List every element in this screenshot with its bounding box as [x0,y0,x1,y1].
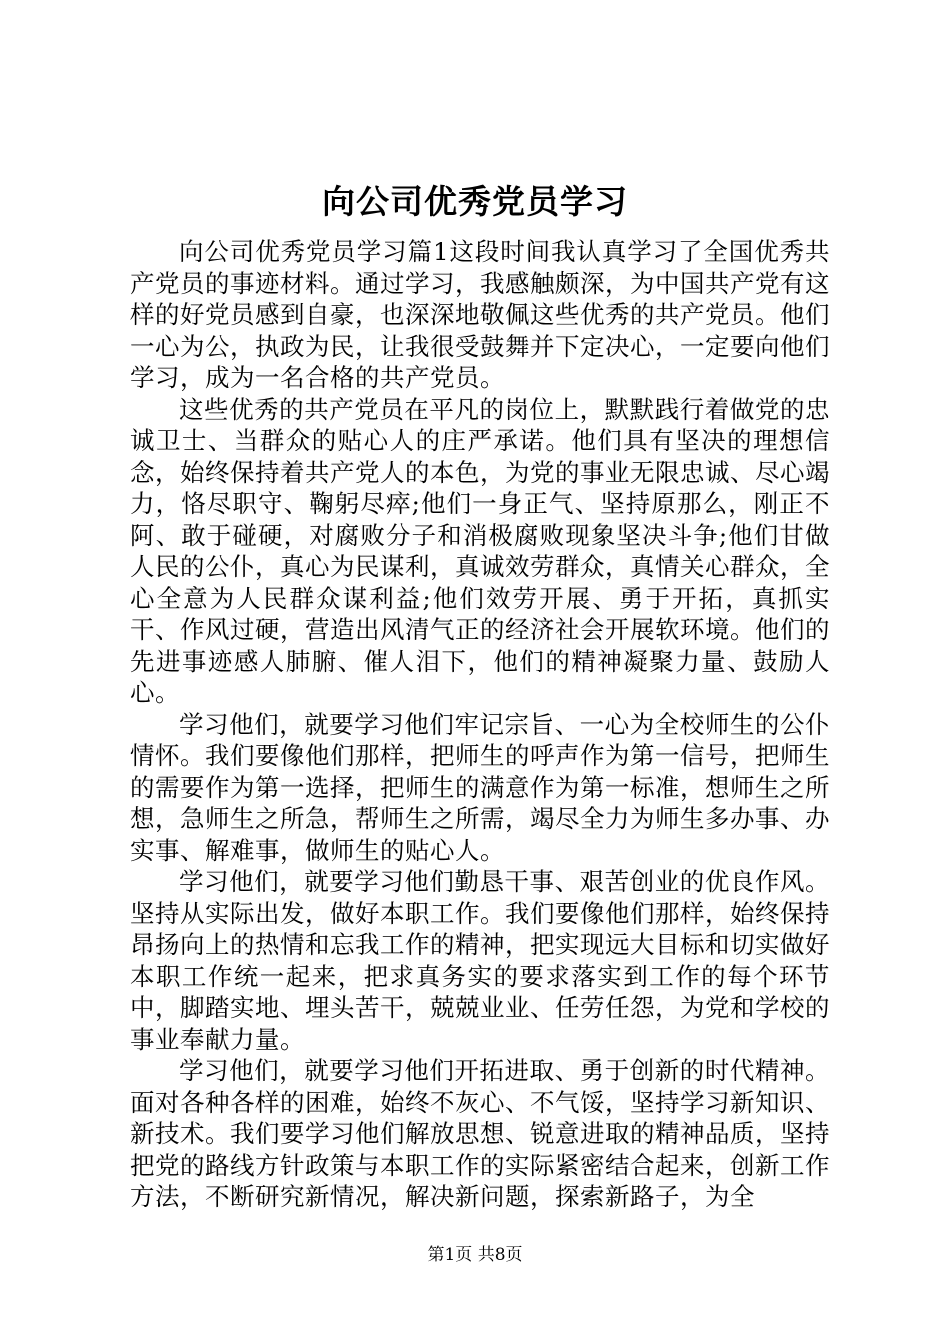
document-body [130,236,830,1213]
paragraph-3: 学习他们，就要学习他们牢记宗旨、一心为全校师生的公仆情怀。我们要像他们那样，把师生的呼声作为第一信号，把师生的需要作为第一选择，把师生的满意作为第一标准，想师生之所想，急师生之所急，帮师生之所需，竭尽全力为师生多办事、办实事、解难事，做师生的贴心人。 [130,709,830,865]
page-footer: 第1页 共8页 [427,1245,523,1265]
paragraph-2: 这些优秀的共产党员在平凡的岗位上，默默践行着做党的忠诚卫士、当群众的贴心人的庄严承诺。他们具有坚决的理想信念，始终保持着共产党人的本色，为党的事业无限忠诚、尽心竭力，恪尽职守、鞠躬尽瘁;他们一身正气、坚持原那么，刚正不阿、敢于碰硬，对腐败分子和消极腐败现象坚决斗争;他们甘做人民的公仆，真心为民谋利，真诚效劳群众，真情关心群众，全心全意为人民群众谋利益;他们效劳开展、勇于开拓，真抓实干、作风过硬，营造出风清气正的经济社会开展软环境。他们的先进事迹感人肺腑、催人泪下，他们的精神凝聚力量、鼓励人心。 [130,394,830,707]
paragraph-1: 向公司优秀党员学习篇1这段时间我认真学习了全国优秀共产党员的事迹材料。通过学习，我感触颇深，为中国共产党有这样的好党员感到自豪，也深深地敬佩这些优秀的共产党员。他们一心为公，执政为民，让我很受鼓舞并下定决心，一定要向他们学习，成为一名合格的共产党员。 [130,237,830,392]
paragraph-4: 学习他们，就要学习他们勤恳干事、艰苦创业的优良作风。坚持从实际出发，做好本职工作。我们要像他们那样，始终保持昂扬向上的热情和忘我工作的精神，把实现远大目标和切实做好本职工作统一起来，把求真务实的要求落实到工作的每个环节中，脚踏实地、埋头苦干，兢兢业业、任劳任怨，为党和学校的事业奉献力量。 [130,867,830,1054]
document-title: 向公司优秀党员学习 [322,182,628,221]
paragraph-5: 学习他们，就要学习他们开拓进取、勇于创新的时代精神。面对各种各样的困难，始终不灰心、不气馁，坚持学习新知识、新技术。我们要学习他们解放思想、锐意进取的精神品质，坚持把党的路线方针政策与本职工作的实际紧密结合起来，创新工作方法，不断研究新情况，解决新问题，探索新路子，为全 [130,1056,830,1211]
